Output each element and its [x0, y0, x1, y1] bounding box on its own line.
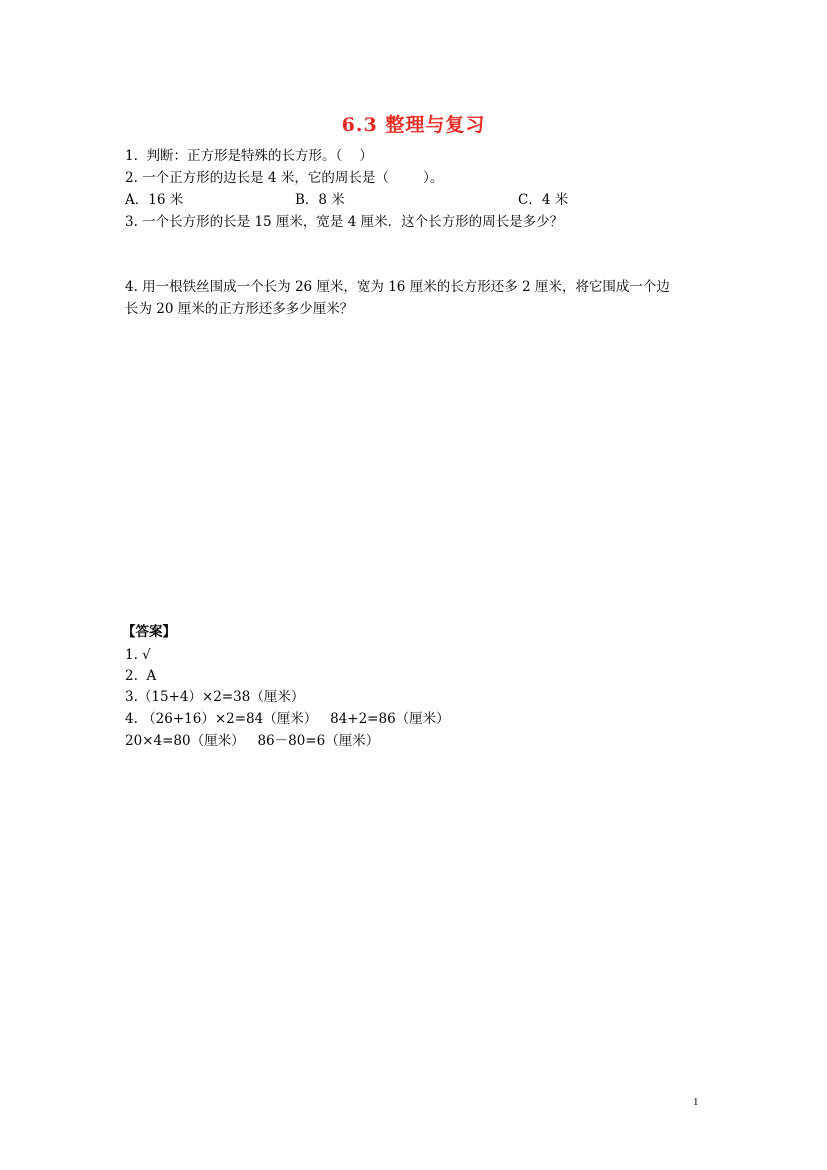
- question-1: 1. 判断：正方形是特殊的长方形。（ ）: [125, 148, 373, 164]
- answer-4-line-1: 4. （26+16）×2=84（厘米） 84+2=86（厘米）: [125, 711, 450, 727]
- answers-heading: 【答案】: [122, 624, 176, 640]
- question-3: 3. 一个长方形的长是 15 厘米，宽是 4 厘米．这个长方形的周长是多少？: [125, 214, 564, 230]
- answer-4-line-2: 20×4=80（厘米） 86－80=6（厘米）: [125, 733, 380, 749]
- option-a: A．16 米: [125, 192, 184, 208]
- option-c: C．4 米: [518, 192, 569, 208]
- question-2: 2. 一个正方形的边长是 4 米，它的周长是（ ）。: [125, 170, 444, 186]
- answer-2: 2. A: [125, 668, 157, 684]
- option-b: B．8 米: [295, 192, 345, 208]
- answer-3: 3.（15+4）×2=38（厘米）: [125, 689, 305, 705]
- question-4: [125, 276, 710, 320]
- answer-1: 1. √: [125, 647, 151, 663]
- page-number: 1: [693, 1096, 699, 1108]
- page-title: 6.3 整理与复习: [341, 114, 486, 136]
- question-2-options: [125, 190, 585, 210]
- question-4-line-2: 长为 20 厘米的正方形还多多少厘米？: [125, 301, 354, 317]
- question-4-line-1: 4. 用一根铁丝围成一个长为 26 厘米，宽为 16 厘米的长方形还多 2 厘米，将它围成一个边: [125, 279, 670, 295]
